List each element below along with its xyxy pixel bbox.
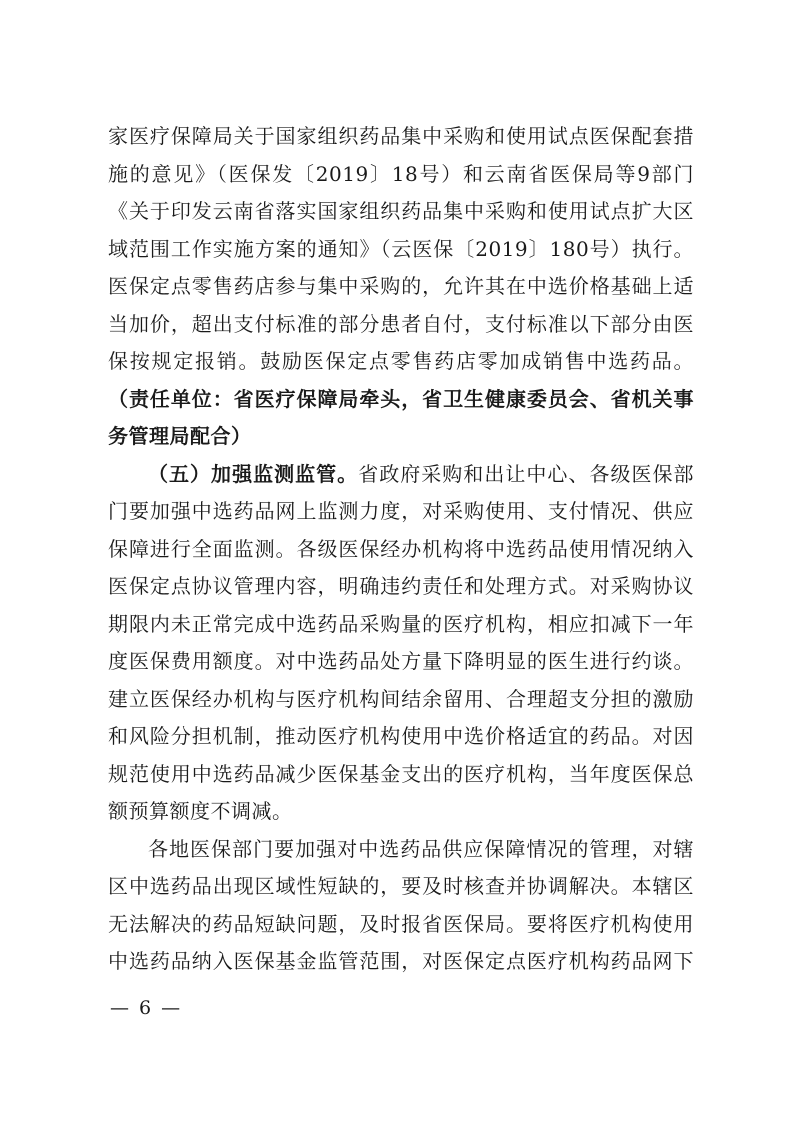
page-number: — 6 — (110, 996, 183, 1019)
responsibility-note-line: （责任单位：省医疗保障局牵头，省卫生健康委员会、省机关事 (108, 386, 694, 411)
body-text-line: 门要加强中选药品网上监测力度，对采购使用、支付情况、供应 (108, 499, 694, 523)
body-text-fragment: 省政府采购和出让中心、各级医保部 (358, 461, 695, 486)
body-text-line: 额预算额度不调减。 (108, 799, 293, 823)
body-text-line: 建立医保经办机构与医疗机构间结余留用、合理超支分担的激励 (108, 686, 694, 711)
body-text-line: 《关于印发云南省落实国家组织药品集中采购和使用试点扩大区 (108, 199, 694, 223)
section-heading-line (148, 456, 694, 493)
body-text-line: 规范使用中选药品减少医保基金支出的医疗机构，当年度医保总 (108, 761, 694, 786)
body-text-line: 期限内未正常完成中选药品采购量的医疗机构，相应扣减下一年 (108, 611, 694, 636)
body-text-line: 保障进行全面监测。各级医保经办机构将中选药品使用情况纳入 (108, 536, 694, 561)
body-text-line: 域范围工作实施方案的通知》（云医保〔2019〕180号）执行。 (108, 236, 694, 261)
body-text-line: 度医保费用额度。对中选药品处方量下降明显的医生进行约谈。 (108, 649, 694, 673)
body-text-line: 医保定点零售药店参与集中采购的，允许其在中选价格基础上适 (108, 274, 694, 298)
body-text-line: 区中选药品出现区域性短缺的，要及时核查并协调解决。本辖区 (108, 874, 694, 898)
body-text-line: 和风险分担机制，推动医疗机构使用中选价格适宜的药品。对因 (108, 724, 694, 748)
body-text-line: 中选药品纳入医保基金监管范围，对医保定点医疗机构药品网下 (108, 949, 694, 973)
body-text-line: 医保定点协议管理内容，明确违约责任和处理方式。对采购协议 (108, 574, 694, 598)
body-text-line: 各地医保部门要加强对中选药品供应保障情况的管理，对辖 (148, 836, 694, 861)
body-text-line: 施的意见》（医保发〔2019〕18号）和云南省医保局等9部门 (108, 161, 694, 186)
responsibility-note-line: 务管理局配合） (108, 424, 252, 448)
body-text-line: 当加价，超出支付标准的部分患者自付，支付标准以下部分由医 (108, 311, 694, 336)
body-text-line: 保按规定报销。鼓励医保定点零售药店零加成销售中选药品。 (108, 349, 694, 373)
section-heading: （五）加强监测监管。 (148, 461, 359, 486)
body-text-line: 家医疗保障局关于国家组织药品集中采购和使用试点医保配套措 (108, 124, 694, 148)
body-text-line: 无法解决的药品短缺问题，及时报省医保局。要将医疗机构使用 (108, 911, 694, 936)
